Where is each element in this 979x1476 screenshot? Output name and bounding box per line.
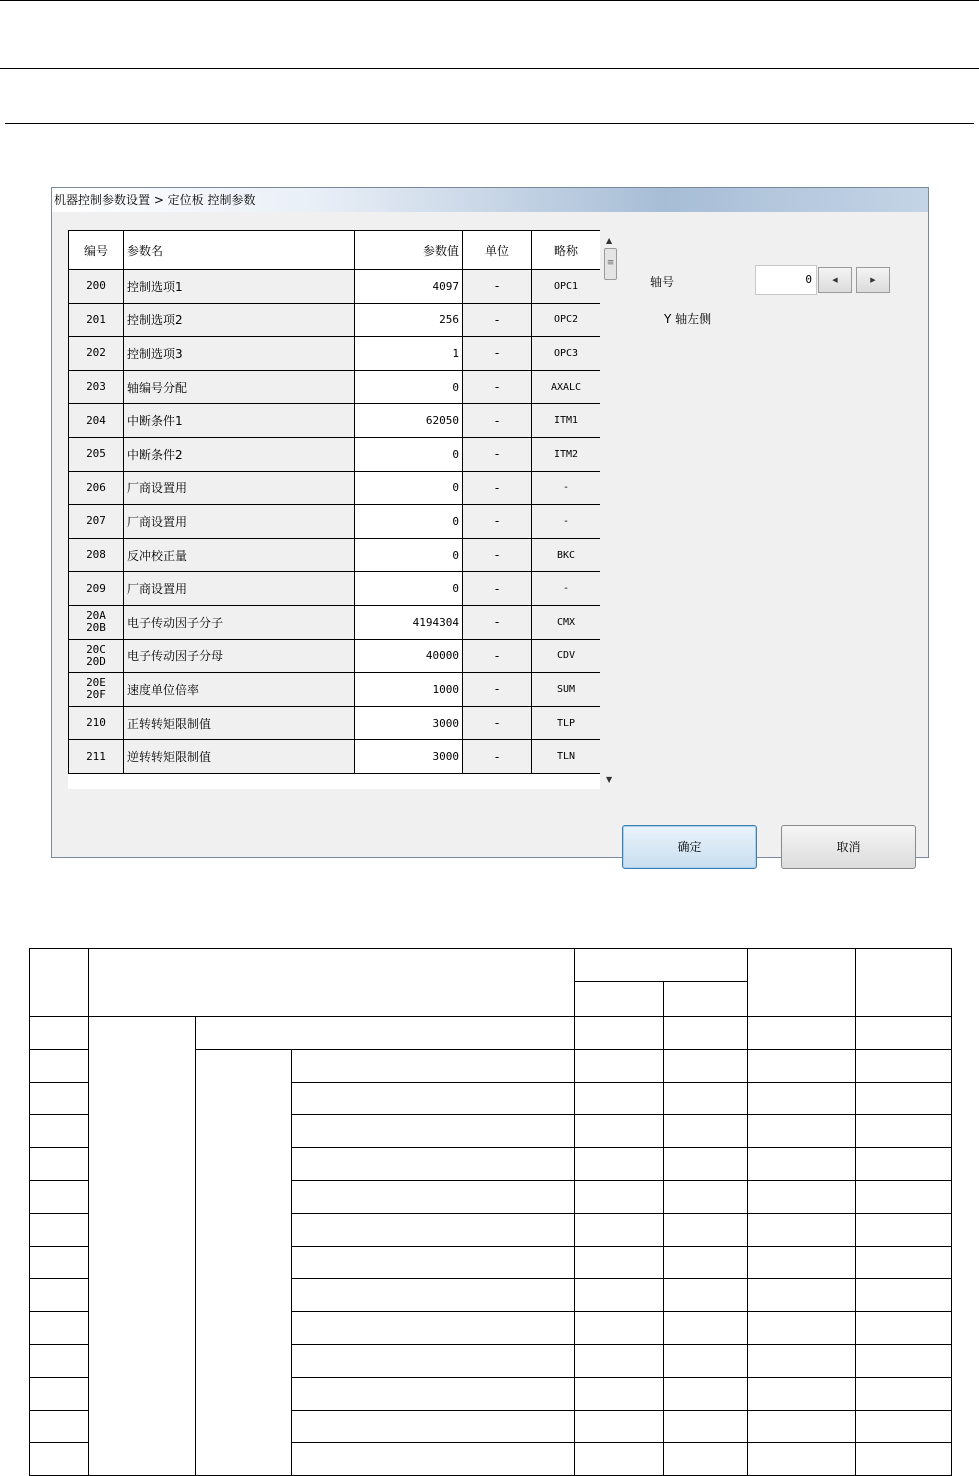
param-unit: - <box>463 404 532 438</box>
scroll-up-icon[interactable]: ▲ <box>606 236 613 245</box>
param-unit: - <box>463 370 532 404</box>
param-name: 正转转矩限制值 <box>124 706 355 740</box>
grid-cell <box>748 1213 856 1246</box>
param-code: 208 <box>69 538 124 572</box>
param-abbr: - <box>532 471 601 505</box>
grid-cell <box>30 1049 89 1082</box>
grid-cell <box>575 1246 664 1279</box>
param-abbr: - <box>532 505 601 539</box>
axis-increment-button[interactable] <box>856 267 890 293</box>
grid-cell <box>664 1410 748 1443</box>
grid-cell <box>664 1115 748 1148</box>
grid-cell <box>292 1410 575 1443</box>
param-name: 反冲校正量 <box>124 538 355 572</box>
grid-cell <box>664 1279 748 1312</box>
axis-decrement-button[interactable] <box>818 267 852 293</box>
param-code: 200 <box>69 270 124 304</box>
grid-cell <box>856 1246 952 1279</box>
param-value[interactable]: 1000 <box>355 673 463 707</box>
grid-cell <box>575 1279 664 1312</box>
table-row[interactable] <box>69 538 601 572</box>
grid-cell <box>856 1082 952 1115</box>
grid-cell <box>748 949 856 1017</box>
grid-cell <box>30 1377 89 1410</box>
param-code: 201 <box>69 303 124 337</box>
grid-cell <box>89 949 575 1017</box>
header-rule-2 <box>5 123 974 124</box>
param-abbr: ITM1 <box>532 404 601 438</box>
param-name: 厂商设置用 <box>124 572 355 606</box>
param-name: 控制选项2 <box>124 303 355 337</box>
grid-cell <box>196 1017 575 1050</box>
param-code: 206 <box>69 471 124 505</box>
table-row[interactable] <box>69 605 601 639</box>
param-name: 控制选项1 <box>124 270 355 304</box>
grid-cell <box>89 1017 196 1476</box>
param-unit: - <box>463 471 532 505</box>
grid-cell <box>575 1312 664 1345</box>
table-row[interactable] <box>69 437 601 471</box>
param-abbr: TLN <box>532 740 601 774</box>
axis-label: 轴号 <box>650 275 675 289</box>
grid-cell <box>664 1180 748 1213</box>
param-abbr: SUM <box>532 673 601 707</box>
param-table-header <box>69 231 601 270</box>
axis-note: Y 轴左侧 <box>664 312 712 326</box>
grid-cell <box>856 949 952 1017</box>
param-value[interactable]: 3000 <box>355 740 463 774</box>
grid-cell <box>748 1312 856 1345</box>
grid-cell <box>30 1410 89 1443</box>
grid-cell <box>748 1180 856 1213</box>
param-code: 20C 20D <box>69 639 124 673</box>
param-unit: - <box>463 740 532 774</box>
table-row[interactable] <box>69 471 601 505</box>
grid-cell <box>748 1082 856 1115</box>
header-name[interactable]: 参数名 <box>124 231 355 270</box>
grid-cell <box>748 1279 856 1312</box>
param-value[interactable]: 0 <box>355 471 463 505</box>
param-unit: - <box>463 337 532 371</box>
grid-cell <box>30 1017 89 1050</box>
param-value[interactable]: 4097 <box>355 270 463 304</box>
param-abbr: BKC <box>532 538 601 572</box>
grid-cell <box>856 1312 952 1345</box>
table-row[interactable] <box>69 639 601 673</box>
param-value[interactable]: 4194304 <box>355 605 463 639</box>
grid-cell <box>575 1180 664 1213</box>
grid-cell <box>30 1279 89 1312</box>
top-rule <box>0 0 979 1</box>
grid-cell <box>664 982 748 1017</box>
grid-cell <box>748 1344 856 1377</box>
grid-cell <box>664 1148 748 1181</box>
param-unit: - <box>463 706 532 740</box>
param-value[interactable]: 1 <box>355 337 463 371</box>
grid-cell <box>856 1180 952 1213</box>
param-code: 211 <box>69 740 124 774</box>
grid-cell <box>292 1049 575 1082</box>
grid-cell <box>30 1312 89 1345</box>
grid-cell <box>856 1148 952 1181</box>
param-code: 207 <box>69 505 124 539</box>
chevron-left-icon: ◀ <box>832 276 838 284</box>
param-abbr: - <box>532 572 601 606</box>
param-abbr: CMX <box>532 605 601 639</box>
param-value[interactable]: 0 <box>355 437 463 471</box>
param-code: 204 <box>69 404 124 438</box>
param-unit: - <box>463 572 532 606</box>
param-unit: - <box>463 538 532 572</box>
param-unit: - <box>463 437 532 471</box>
grid-cell <box>748 1017 856 1050</box>
table-scrollbar[interactable] <box>602 230 619 789</box>
param-dialog <box>51 187 929 858</box>
param-unit: - <box>463 605 532 639</box>
param-abbr: OPC3 <box>532 337 601 371</box>
param-name: 厂商设置用 <box>124 505 355 539</box>
table-row[interactable] <box>69 706 601 740</box>
dialog-title: 机器控制参数设置 > 定位板 控制参数 <box>52 188 928 212</box>
grid-cell <box>856 1049 952 1082</box>
param-value[interactable]: 3000 <box>355 706 463 740</box>
grid-cell <box>292 1279 575 1312</box>
grid-cell <box>575 1148 664 1181</box>
param-name: 轴编号分配 <box>124 370 355 404</box>
param-value[interactable]: 0 <box>355 370 463 404</box>
grid-cell <box>292 1180 575 1213</box>
param-code: 209 <box>69 572 124 606</box>
param-abbr: TLP <box>532 706 601 740</box>
param-unit: - <box>463 505 532 539</box>
grid-cell <box>575 1410 664 1443</box>
grid-cell <box>30 1246 89 1279</box>
grid-cell <box>748 1148 856 1181</box>
grid-cell <box>575 1082 664 1115</box>
param-name: 控制选项3 <box>124 337 355 371</box>
grid-cell <box>575 1115 664 1148</box>
grid-cell <box>575 982 664 1017</box>
param-value[interactable]: 0 <box>355 572 463 606</box>
grid-cell <box>575 1213 664 1246</box>
grid-cell <box>30 949 89 1017</box>
param-abbr: OPC2 <box>532 303 601 337</box>
table-row[interactable] <box>69 337 601 371</box>
grid-cell <box>664 1017 748 1050</box>
param-name: 厂商设置用 <box>124 471 355 505</box>
grid-cell <box>575 1377 664 1410</box>
param-abbr: ITM2 <box>532 437 601 471</box>
grid-cell <box>748 1443 856 1476</box>
cancel-button[interactable]: 取消 <box>781 825 916 869</box>
param-name: 电子传动因子分母 <box>124 639 355 673</box>
param-name: 中断条件1 <box>124 404 355 438</box>
grid-cell <box>856 1213 952 1246</box>
param-unit: - <box>463 270 532 304</box>
grid-cell <box>575 949 748 982</box>
grid-cell <box>664 1082 748 1115</box>
grid-cell <box>748 1049 856 1082</box>
grid-cell <box>575 1344 664 1377</box>
grid-cell <box>292 1148 575 1181</box>
grid-cell <box>292 1312 575 1345</box>
param-abbr: CDV <box>532 639 601 673</box>
grid-cell <box>856 1443 952 1476</box>
scroll-thumb[interactable]: ≡ <box>604 248 617 280</box>
param-table-container <box>68 230 600 789</box>
table-row[interactable] <box>69 303 601 337</box>
param-unit: - <box>463 673 532 707</box>
grid-cell <box>664 1377 748 1410</box>
grid-cell <box>748 1246 856 1279</box>
header-abbr[interactable]: 略称 <box>532 231 601 270</box>
param-value[interactable]: 40000 <box>355 639 463 673</box>
grid-cell <box>292 1377 575 1410</box>
grid-cell <box>575 1017 664 1050</box>
grid-cell <box>856 1017 952 1050</box>
param-unit: - <box>463 639 532 673</box>
table-row[interactable] <box>69 740 601 774</box>
header-value[interactable]: 参数值 <box>355 231 463 270</box>
param-code: 205 <box>69 437 124 471</box>
param-code: 20E 20F <box>69 673 124 707</box>
grid-cell <box>292 1443 575 1476</box>
grid-cell <box>292 1082 575 1115</box>
chevron-right-icon: ▶ <box>870 276 876 284</box>
grid-cell <box>664 1049 748 1082</box>
header-code[interactable]: 编号 <box>69 231 124 270</box>
grid-cell <box>30 1344 89 1377</box>
grid-cell <box>856 1279 952 1312</box>
param-code: 20A 20B <box>69 605 124 639</box>
grid-cell <box>30 1082 89 1115</box>
grid-cell <box>856 1115 952 1148</box>
grid-cell <box>292 1246 575 1279</box>
param-abbr: AXALC <box>532 370 601 404</box>
param-name: 逆转转矩限制值 <box>124 740 355 774</box>
table-row[interactable] <box>69 370 601 404</box>
param-name: 电子传动因子分子 <box>124 605 355 639</box>
dialog-body <box>52 212 928 857</box>
grid-cell <box>292 1213 575 1246</box>
blank-form-grid <box>29 948 952 1476</box>
scroll-down-icon[interactable]: ▼ <box>606 775 613 784</box>
grid-cell <box>30 1213 89 1246</box>
table-row[interactable] <box>69 505 601 539</box>
table-row[interactable] <box>69 673 601 707</box>
param-value[interactable]: 0 <box>355 538 463 572</box>
grid-cell <box>748 1377 856 1410</box>
param-unit: - <box>463 303 532 337</box>
grid-cell <box>30 1443 89 1476</box>
grid-cell <box>856 1344 952 1377</box>
header-rule-1 <box>0 68 979 69</box>
ok-button[interactable]: 确定 <box>622 825 757 869</box>
param-value[interactable]: 256 <box>355 303 463 337</box>
param-abbr: OPC1 <box>532 270 601 304</box>
grid-cell <box>856 1410 952 1443</box>
grid-cell <box>30 1180 89 1213</box>
grid-cell <box>856 1377 952 1410</box>
grid-cell <box>664 1312 748 1345</box>
grid-cell <box>575 1049 664 1082</box>
table-row[interactable] <box>69 404 601 438</box>
param-value[interactable]: 62050 <box>355 404 463 438</box>
table-row[interactable] <box>69 270 601 304</box>
param-name: 中断条件2 <box>124 437 355 471</box>
table-row[interactable] <box>69 572 601 606</box>
grid-cell <box>748 1115 856 1148</box>
grid-cell <box>30 1115 89 1148</box>
grid-cell <box>664 1246 748 1279</box>
axis-number-input[interactable]: 0 <box>755 265 817 295</box>
param-table <box>68 230 600 774</box>
grid-cell <box>292 1344 575 1377</box>
grid-cell <box>196 1049 292 1475</box>
grid-cell <box>292 1115 575 1148</box>
param-code: 210 <box>69 706 124 740</box>
param-name: 速度单位倍率 <box>124 673 355 707</box>
grid-cell <box>575 1443 664 1476</box>
grid-cell <box>30 1148 89 1181</box>
grid-cell <box>664 1344 748 1377</box>
grid-cell <box>748 1410 856 1443</box>
grid-cell <box>664 1443 748 1476</box>
param-value[interactable]: 0 <box>355 505 463 539</box>
param-code: 203 <box>69 370 124 404</box>
header-unit[interactable]: 单位 <box>463 231 532 270</box>
grid-cell <box>664 1213 748 1246</box>
param-code: 202 <box>69 337 124 371</box>
